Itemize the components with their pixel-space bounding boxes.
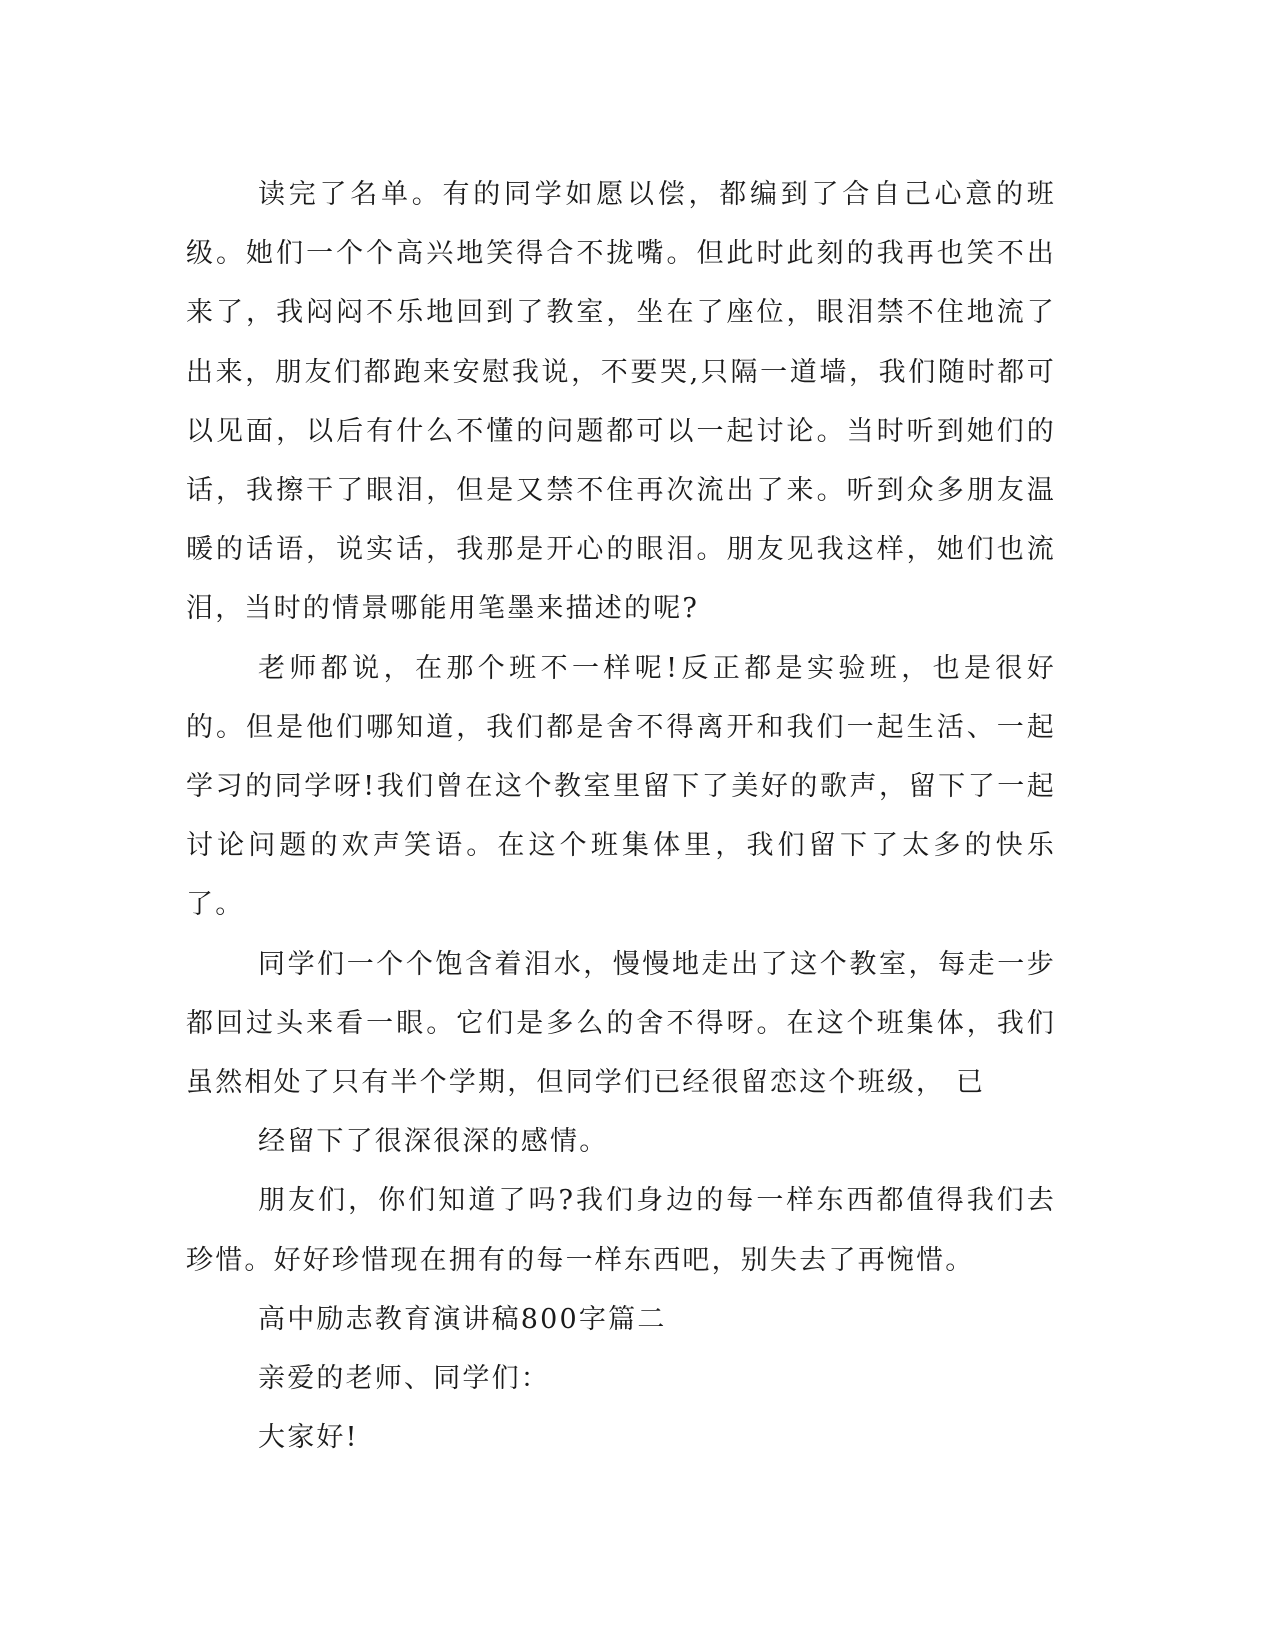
section-title: 高中励志教育演讲稿800字篇二 xyxy=(258,1303,667,1335)
greeting: 大家好! xyxy=(258,1422,359,1454)
paragraph-1: 读完了名单。有的同学如愿以偿，都编到了合自己心意的班级。她们一个个高兴地笑得合不拢嘴。但此时此刻的我再也笑不出来了，我闷闷不乐地回到了教室，坐在了座位，眼泪禁不住地流了出来，朋友们都跑来安慰我说，不要哭,只隔一道墙，我们随时都可以见面，以后有什么不懂的问题都可以一起讨论。当时听到她们的话，我擦干了眼泪，但是又禁不住再次流出了来。听到众多朋友温暖的话语，说实话，我那是开心的眼泪。朋友见我这样，她们也流泪，当时的情景哪能用笔墨来描述的呢? xyxy=(186,179,1056,625)
document-body xyxy=(186,165,1056,1467)
paragraph-5: 朋友们，你们知道了吗?我们身边的每一样东西都值得我们去珍惜。好好珍惜现在拥有的每一样东西吧，别失去了再惋惜。 xyxy=(186,1185,1056,1276)
paragraph-4: 经留下了很深很深的感情。 xyxy=(258,1126,609,1158)
paragraph-3: 同学们一个个饱含着泪水，慢慢地走出了这个教室，每走一步都回过头来看一眼。它们是多么的舍不得呀。在这个班集体，我们虽然相处了只有半个学期，但同学们已经很留恋这个班级， 已 xyxy=(186,948,1056,1099)
paragraph-2: 老师都说，在那个班不一样呢!反正都是实验班，也是很好的。但是他们哪知道，我们都是舍不得离开和我们一起生活、一起学习的同学呀!我们曾在这个教室里留下了美好的歌声，留下了一起讨论问题的欢声笑语。在这个班集体里，我们留下了太多的快乐了。 xyxy=(186,652,1056,921)
salutation: 亲爱的老师、同学们： xyxy=(258,1363,550,1395)
